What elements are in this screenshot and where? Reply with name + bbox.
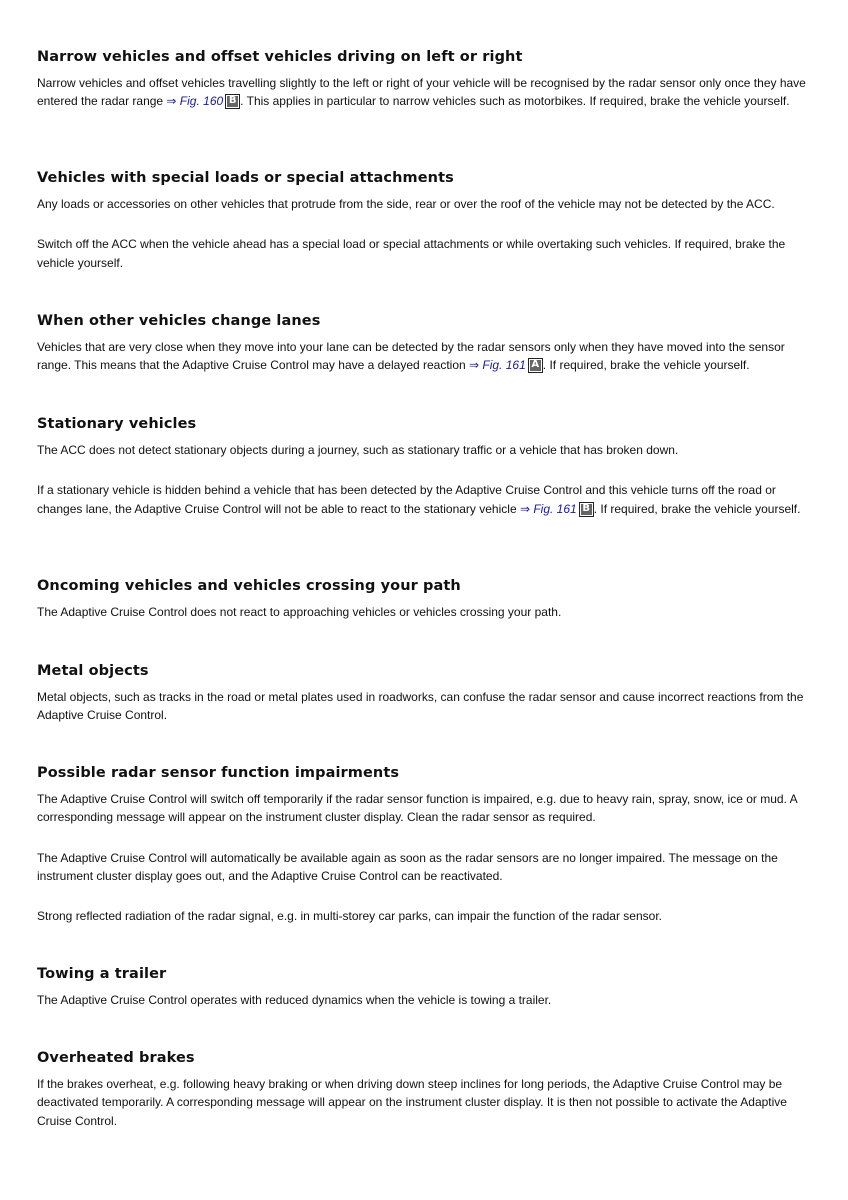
section-towing-trailer xyxy=(37,965,813,1009)
figure-label-letter: B xyxy=(228,95,237,107)
figure-label-letter: B xyxy=(582,502,591,514)
paragraph-text: If a stationary vehicle is hidden behind a vehicle that has been detected by the Adaptive Cruise Control and this vehicle turns off the road or changes lane, the Adaptive Cruise Control will not be able to react to the stationary vehicle xyxy=(37,483,776,516)
paragraph xyxy=(37,338,813,375)
section-heading: Vehicles with special loads or special attachments xyxy=(37,170,454,186)
section-special-loads xyxy=(37,169,813,272)
section-lane-change xyxy=(37,312,813,375)
paragraph: If the brakes overheat, e.g. following heavy braking or when driving down steep inclines for long periods, the Adaptive Cruise Control may be deactivated temporarily. A corresponding message will appear on the instrument cluster display. It is then not possible to activate the Adaptive Cruise Control. xyxy=(37,1077,787,1128)
paragraph: The ACC does not detect stationary objects during a journey, such as stationary traffic or a vehicle that has broken down. xyxy=(37,443,679,457)
figure-reference-link[interactable]: ⇒ Fig. 160 xyxy=(166,94,224,109)
paragraph-text: Vehicles that are very close when they move into your lane can be detected by the radar sensors only when they have moved into the sensor range. This means that the Adaptive Cruise Control may have a delayed reaction xyxy=(37,340,785,373)
section-heading: Possible radar sensor function impairments xyxy=(37,765,400,781)
figure-label-badge xyxy=(528,358,543,373)
paragraph-text: . If required, brake the vehicle yourself. xyxy=(542,358,750,373)
figure-reference-link[interactable]: ⇒ Fig. 161 xyxy=(519,501,577,516)
section-heading: Oncoming vehicles and vehicles crossing your path xyxy=(37,578,461,594)
paragraph-text: . This applies in particular to narrow vehicles such as motorbikes. If required, brake the vehicle yourself. xyxy=(240,94,790,109)
paragraph-text: Narrow vehicles and offset vehicles travelling slightly to the left or right of your vehicle will be recognised by the radar sensor only once they have entered the radar range xyxy=(37,76,806,109)
section-overheated-brakes xyxy=(37,1049,813,1130)
figure-label-letter: A xyxy=(531,359,540,371)
section-narrow-vehicles xyxy=(37,48,813,111)
section-heading: Towing a trailer xyxy=(37,966,167,982)
paragraph: The Adaptive Cruise Control does not react to approaching vehicles or vehicles crossing your path. xyxy=(37,605,562,619)
section-stationary-vehicles xyxy=(37,415,813,518)
paragraph xyxy=(37,74,813,111)
paragraph: The Adaptive Cruise Control will switch off temporarily if the radar sensor function is impaired, e.g. due to heavy rain, spray, snow, ice or mud. A corresponding message will appear on the instrument cluster display. Clean the radar sensor as required. xyxy=(37,792,797,825)
paragraph-text: . If required, brake the vehicle yourself. xyxy=(593,501,801,516)
paragraph xyxy=(37,481,813,518)
paragraph: Any loads or accessories on other vehicles that protrude from the side, rear or over the roof of the vehicle may not be detected by the ACC. xyxy=(37,197,775,211)
paragraph: The Adaptive Cruise Control will automatically be available again as soon as the radar sensors are no longer impaired. The message on the instrument cluster display goes out, and the Adaptive Cruise Control can be reactivated. xyxy=(37,850,778,883)
section-oncoming-vehicles xyxy=(37,577,813,621)
figure-label-badge xyxy=(579,502,594,517)
figure-reference-link[interactable]: ⇒ Fig. 161 xyxy=(469,358,526,373)
section-heading: Stationary vehicles xyxy=(37,416,197,432)
section-heading: Narrow vehicles and offset vehicles driving on left or right xyxy=(37,49,523,65)
figure-label-badge xyxy=(225,94,240,109)
paragraph: The Adaptive Cruise Control operates with reduced dynamics when the vehicle is towing a trailer. xyxy=(37,993,552,1007)
paragraph: Metal objects, such as tracks in the road or metal plates used in roadworks, can confuse the radar sensor and cause incorrect reactions from the Adaptive Cruise Control. xyxy=(37,690,804,723)
section-heading: When other vehicles change lanes xyxy=(37,313,321,329)
section-heading: Overheated brakes xyxy=(37,1050,195,1066)
paragraph: Switch off the ACC when the vehicle ahead has a special load or special attachments or while overtaking such vehicles. If required, brake the vehicle yourself. xyxy=(37,237,786,270)
section-radar-impairments xyxy=(37,764,813,925)
section-heading: Metal objects xyxy=(37,663,149,679)
paragraph: Strong reflected radiation of the radar signal, e.g. in multi-storey car parks, can impair the function of the radar sensor. xyxy=(37,909,662,924)
section-metal-objects xyxy=(37,662,813,725)
